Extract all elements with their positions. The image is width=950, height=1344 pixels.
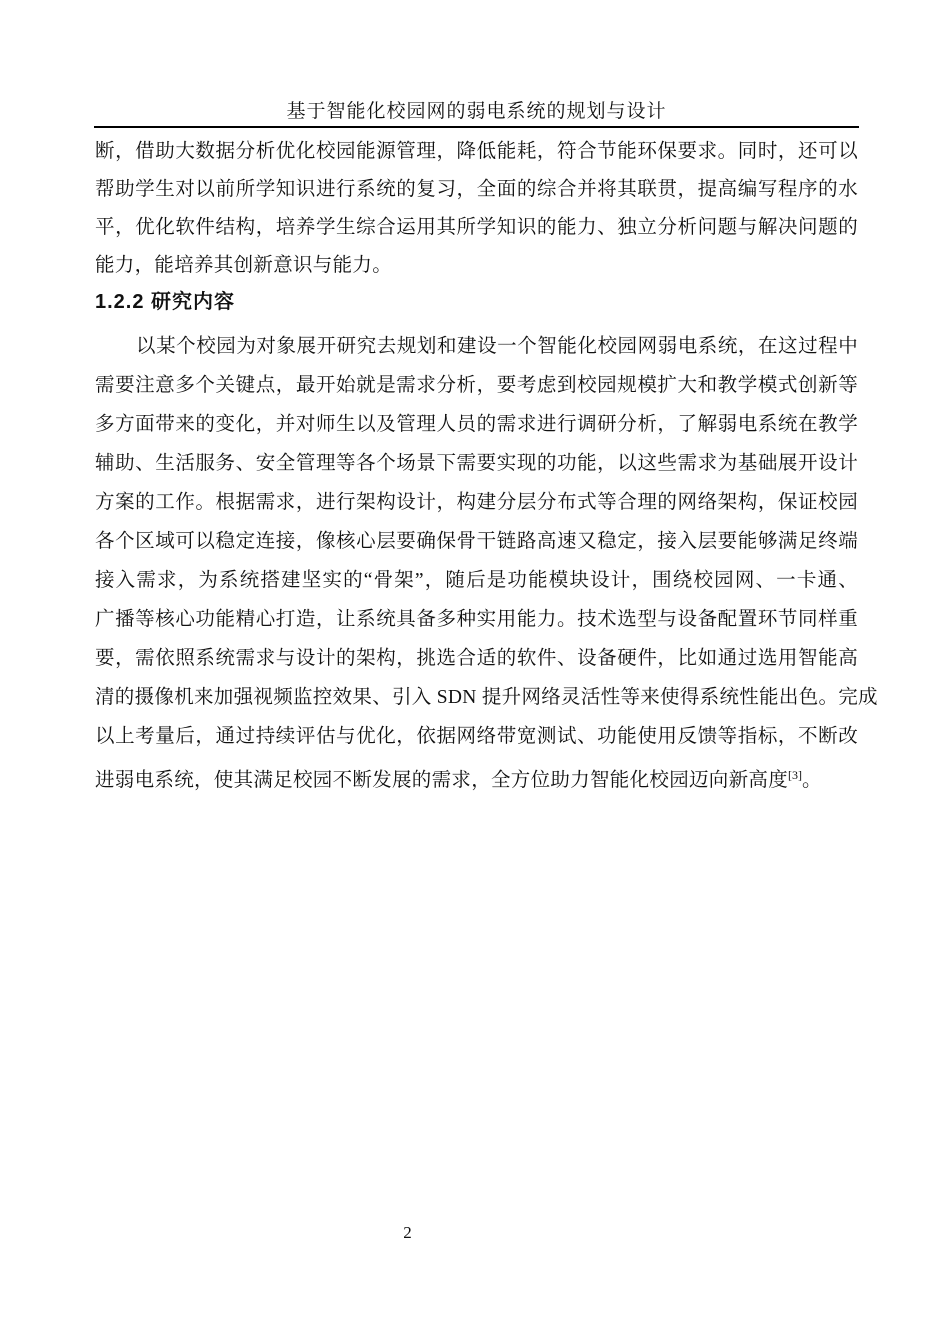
paragraph-line: 辅助、生活服务、安全管理等各个场景下需要实现的功能，以这些需求为基础展开设计 bbox=[95, 453, 858, 474]
citation-ref: [3] bbox=[788, 768, 803, 782]
paragraph-line: 各个区域可以稳定连接，像核心层要确保骨干链路高速又稳定，接入层要能够满足终端 bbox=[95, 531, 858, 552]
page-footer bbox=[95, 1222, 720, 1244]
paragraph-line: 要，需依照系统需求与设计的架构，挑选合适的软件、设备硬件，比如通过选用智能高 bbox=[95, 648, 858, 669]
paragraph-line: 需要注意多个关键点，最开始就是需求分析，要考虑到校园规模扩大和教学模式创新等 bbox=[95, 375, 858, 396]
paragraph-line: 广播等核心功能精心打造，让系统具备多种实用能力。技术选型与设备配置环节同样重 bbox=[95, 609, 858, 630]
paragraph-line: 方案的工作。根据需求，进行架构设计，构建分层分布式等合理的网络架构，保证校园 bbox=[95, 492, 858, 513]
header-rule bbox=[94, 126, 859, 128]
paragraph-continued bbox=[95, 133, 858, 285]
paragraph-line: 接入需求，为系统搭建坚实的“骨架”，随后是功能模块设计，围绕校园网、一卡通、 bbox=[95, 570, 858, 591]
paragraph-line: 断，借助大数据分析优化校园能源管理，降低能耗，符合节能环保要求。同时，还可以 bbox=[95, 141, 858, 162]
paragraph-line: 帮助学生对以前所学知识进行系统的复习，全面的综合并将其联贯，提高编写程序的水 bbox=[95, 179, 858, 200]
paragraph-line: 以上考量后，通过持续评估与优化，依据网络带宽测试、功能使用反馈等指标，不断改 bbox=[95, 726, 858, 747]
paragraph-line: 以某个校园为对象展开研究去规划和建设一个智能化校园网弱电系统，在这过程中 bbox=[136, 336, 858, 357]
paragraph-line: 平，优化软件结构，培养学生综合运用其所学知识的能力、独立分析问题与解决问题的 bbox=[95, 217, 858, 238]
sentence-period: 。 bbox=[802, 770, 822, 791]
running-header-title: 基于智能化校园网的弱电系统的规划与设计 bbox=[286, 101, 667, 122]
paragraph-line: 能力，能培养其创新意识与能力。 bbox=[95, 255, 393, 276]
paragraph-line bbox=[95, 756, 858, 800]
paragraph-line: 清的摄像机来加强视频监控效果、引入 SDN 提升网络灵活性等来使得系统性能出色。完成 bbox=[95, 687, 878, 708]
paragraph-line: 多方面带来的变化，并对师生以及管理人员的需求进行调研分析，了解弱电系统在教学 bbox=[95, 414, 858, 435]
section-heading: 1.2.2 研究内容 bbox=[95, 291, 236, 313]
paragraph-line-text: 进弱电系统，使其满足校园不断发展的需求，全方位助力智能化校园迈向新高度 bbox=[95, 770, 789, 791]
page-number: 2 bbox=[403, 1223, 412, 1242]
paragraph-research-content bbox=[95, 327, 878, 800]
